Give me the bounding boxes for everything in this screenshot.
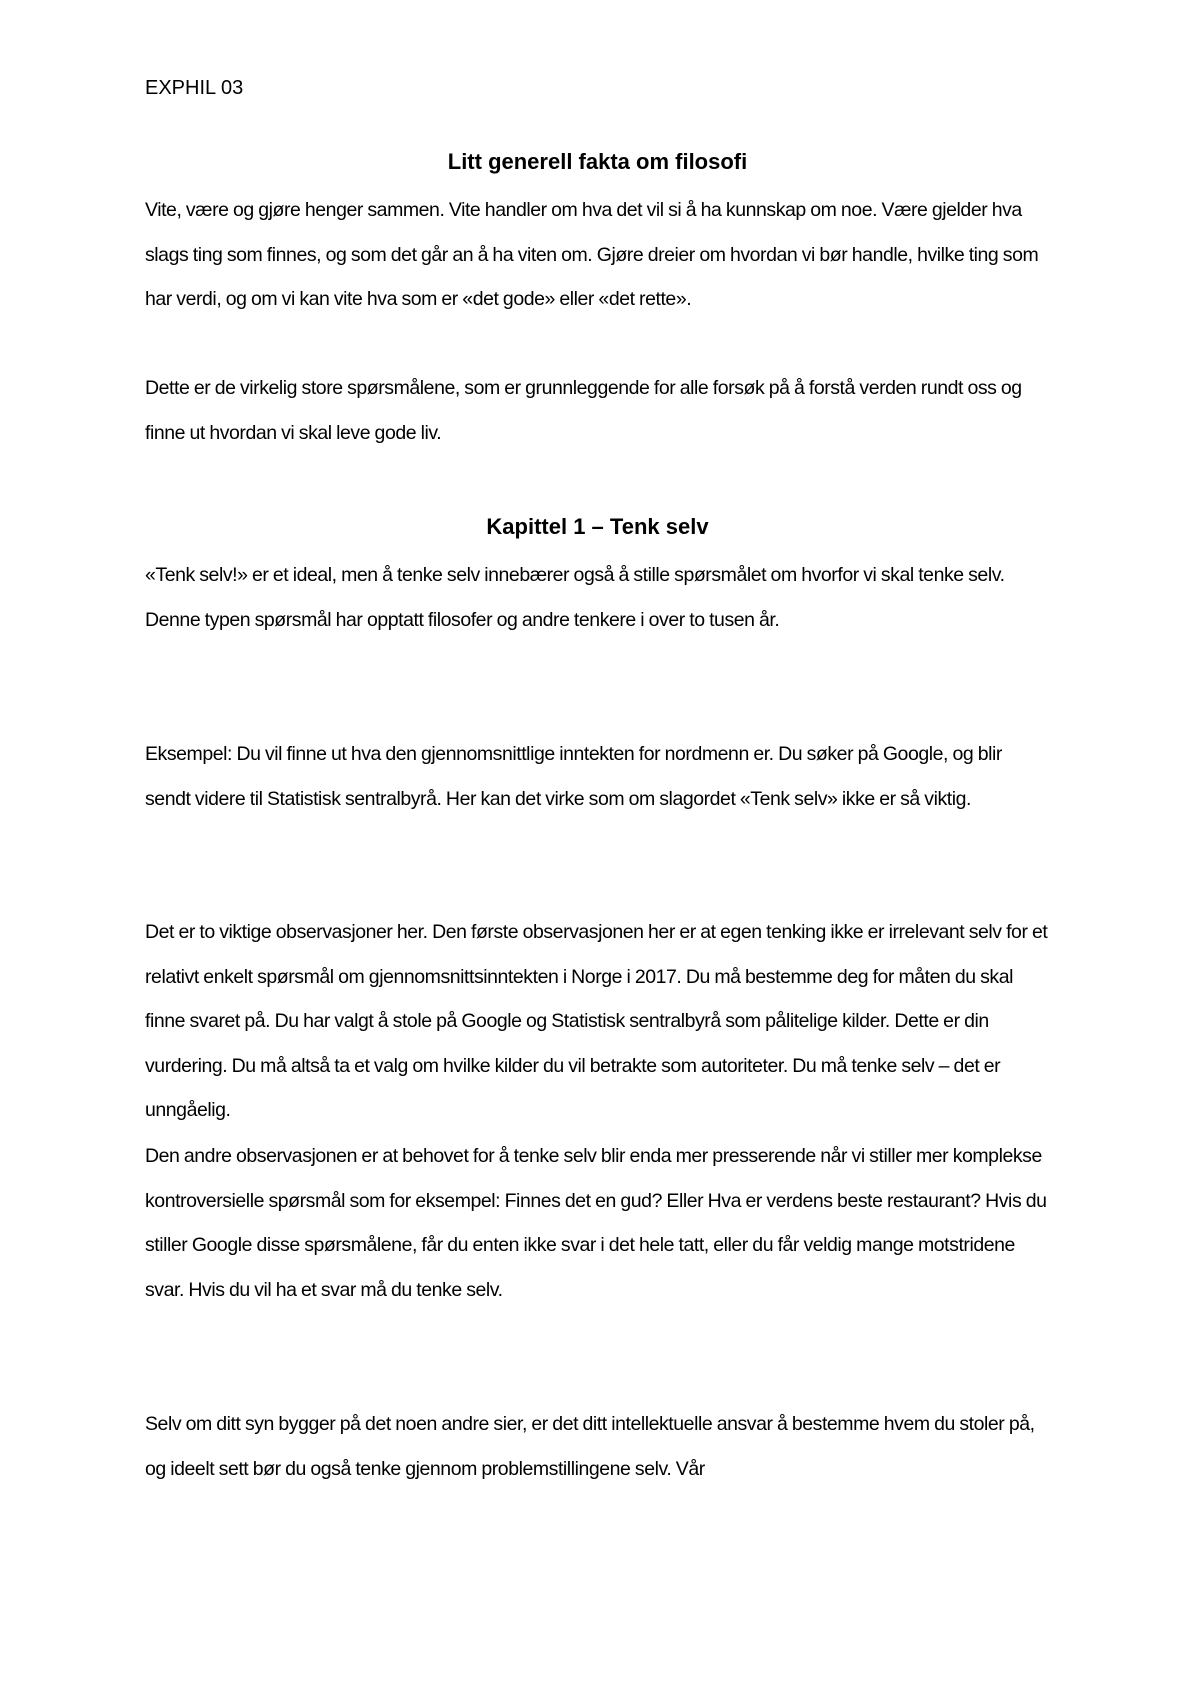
- paragraph-tenk-selv-ideal: «Tenk selv!» er et ideal, men å tenke selv innebærer også å stille spørsmålet om hvorfor vi skal tenke selv. Denne typen spørsmål har opptatt filosofer og andre tenkere i over to tusen år.: [145, 564, 1005, 631]
- paragraph-andre-observasjon: Den andre observasjonen er at behovet for å tenke selv blir enda mer presserende når vi stiller mer komplekse kontroversielle spørsmål som for eksempel: Finnes det en gud? Eller Hva er verdens beste restaurant? Hvis du stiller Google disse spørsmålene, får du enten ikke svar i det hele tatt, eller du får veldig mange motstridene svar. Hvis du vil ha et svar må du tenke selv.: [145, 1145, 1047, 1301]
- paragraph-eksempel: Eksempel: Du vil finne ut hva den gjennomsnittlige inntekten for nordmenn er. Du søker på Google, og blir sendt videre til Statistisk sentralbyrå. Her kan det virke som om slagordet «Tenk selv» ikke er så viktig.: [145, 743, 1002, 810]
- paragraph-vite-vaere-gjore: Vite, være og gjøre henger sammen. Vite handler om hva det vil si å ha kunnskap om noe. Være gjelder hva slags ting som finnes, og som det går an å ha viten om. Gjøre dreier om hvordan vi bør handle, hvilke ting som har verdi, og om vi kan vite hva som er «det gode» eller «det rette».: [145, 199, 1039, 311]
- document-header: EXPHIL 03: [145, 77, 244, 99]
- section-title-kapittel-1: Kapittel 1 – Tenk selv: [486, 514, 709, 539]
- section-title-filosofi: Litt generell fakta om filosofi: [447, 149, 748, 174]
- paragraph-intellektuelt-ansvar: Selv om ditt syn bygger på det noen andre sier, er det ditt intellektuelle ansvar å bestemme hvem du stoler på, og ideelt sett bør du også tenke gjennom problemstillingene selv. Vår: [145, 1413, 1035, 1480]
- document-page: [145, 0, 1070, 1698]
- paragraph-forste-observasjon: Det er to viktige observasjoner her. Den første observasjonen her er at egen tenking ikke er irrelevant selv for et relativt enkelt spørsmål om gjennomsnittsinntekten i Norge i 2017. Du må bestemme deg for måten du skal finne svaret på. Du har valgt å stole på Google og Statistisk sentralbyrå som pålitelige kilder. Dette er din vurdering. Du må altså ta et valg om hvilke kilder du vil betrakte som autoriteter. Du må tenke selv – det er unngåelig.: [145, 921, 1048, 1122]
- paragraph-store-sporsmal: Dette er de virkelig store spørsmålene, som er grunnleggende for alle forsøk på å forstå verden rundt oss og finne ut hvordan vi skal leve gode liv.: [145, 377, 1022, 444]
